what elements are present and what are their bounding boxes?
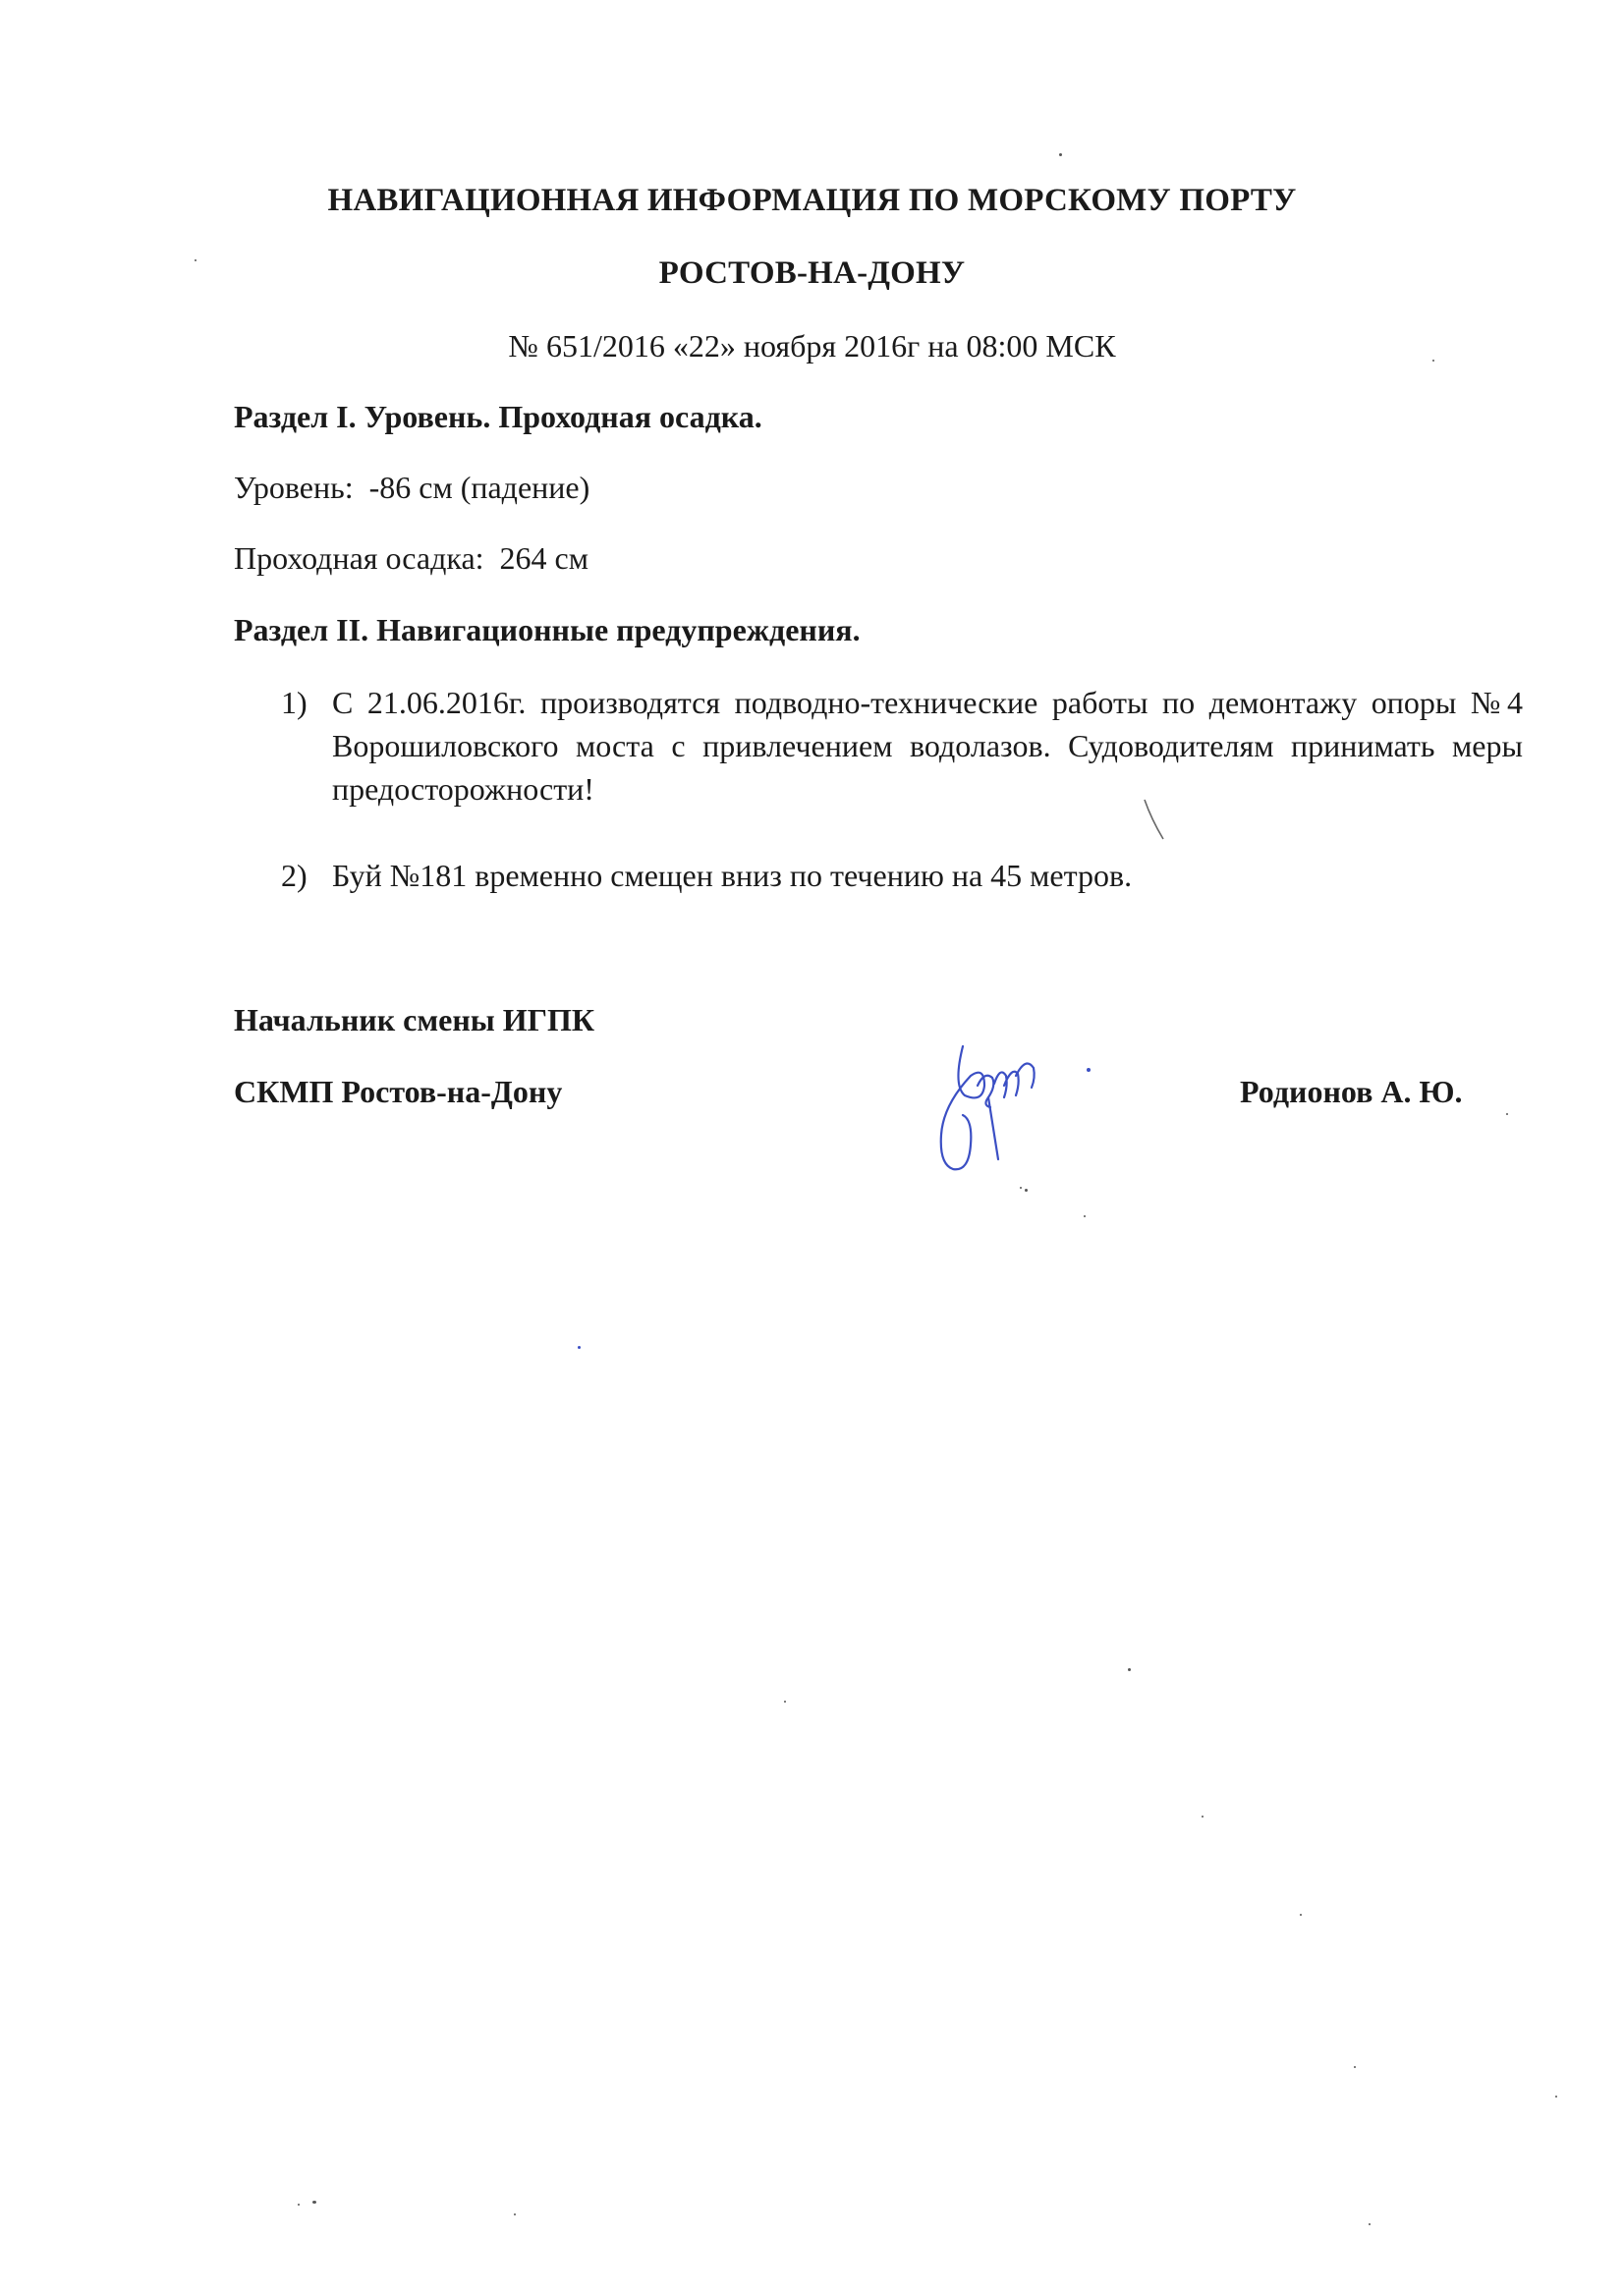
scan-speck: [1020, 1187, 1022, 1189]
section1-heading: Раздел I. Уровень. Проходная осадка.: [234, 399, 762, 434]
scan-speck: [1506, 1113, 1508, 1115]
document-title-line2: РОСТОВ-НА-ДОНУ: [658, 255, 966, 291]
list-item-number: 1): [281, 685, 308, 720]
scan-speck: [312, 2201, 316, 2204]
scan-speck: [1059, 153, 1062, 156]
list-item-number: 2): [281, 858, 308, 893]
scan-speck: [1369, 2223, 1371, 2225]
stray-pen-mark: [1140, 796, 1169, 845]
section2-heading: Раздел II. Навигационные предупреждения.: [234, 612, 861, 647]
scan-speck: [514, 2213, 516, 2215]
scan-speck: [784, 1701, 786, 1703]
handwritten-signature: [924, 1027, 1120, 1184]
signatory-position-line1: Начальник смены ИГПК: [234, 1002, 595, 1037]
scan-speck: [1354, 2066, 1356, 2068]
scan-speck: [1432, 360, 1434, 362]
scan-speck: [1084, 1215, 1086, 1217]
list-item-text: Буй №181 временно смещен вниз по течению на 45 метров.: [332, 858, 1133, 893]
scan-speck: [298, 2204, 300, 2206]
signatory-position-line2: СКМП Ростов-на-Дону: [234, 1074, 563, 1109]
scan-speck: [1555, 2096, 1557, 2098]
document-number: № 651/2016 «22» ноября 2016г на 08:00 МСК: [508, 328, 1116, 364]
list-item-text: С 21.06.2016г. производятся подводно-технические работы по демонтажу опоры №4 Ворошиловского моста с привлечением водолазов. Судоводителям принимать меры предосторожности!: [332, 685, 1523, 807]
signatory-name: Родионов А. Ю.: [1240, 1074, 1463, 1109]
scan-speck: [1300, 1914, 1302, 1916]
draft-value: Проходная осадка: 264 см: [234, 540, 588, 576]
document-title-line1: НАВИГАЦИОННАЯ ИНФОРМАЦИЯ ПО МОРСКОМУ ПОРТУ: [327, 183, 1297, 218]
scan-speck: [1202, 1816, 1204, 1818]
level-value: Уровень: -86 см (падение): [234, 470, 590, 505]
scan-speck: [195, 259, 196, 261]
scan-speck: [1025, 1189, 1028, 1192]
scan-speck: [1128, 1668, 1131, 1671]
scan-speck: [578, 1346, 581, 1349]
